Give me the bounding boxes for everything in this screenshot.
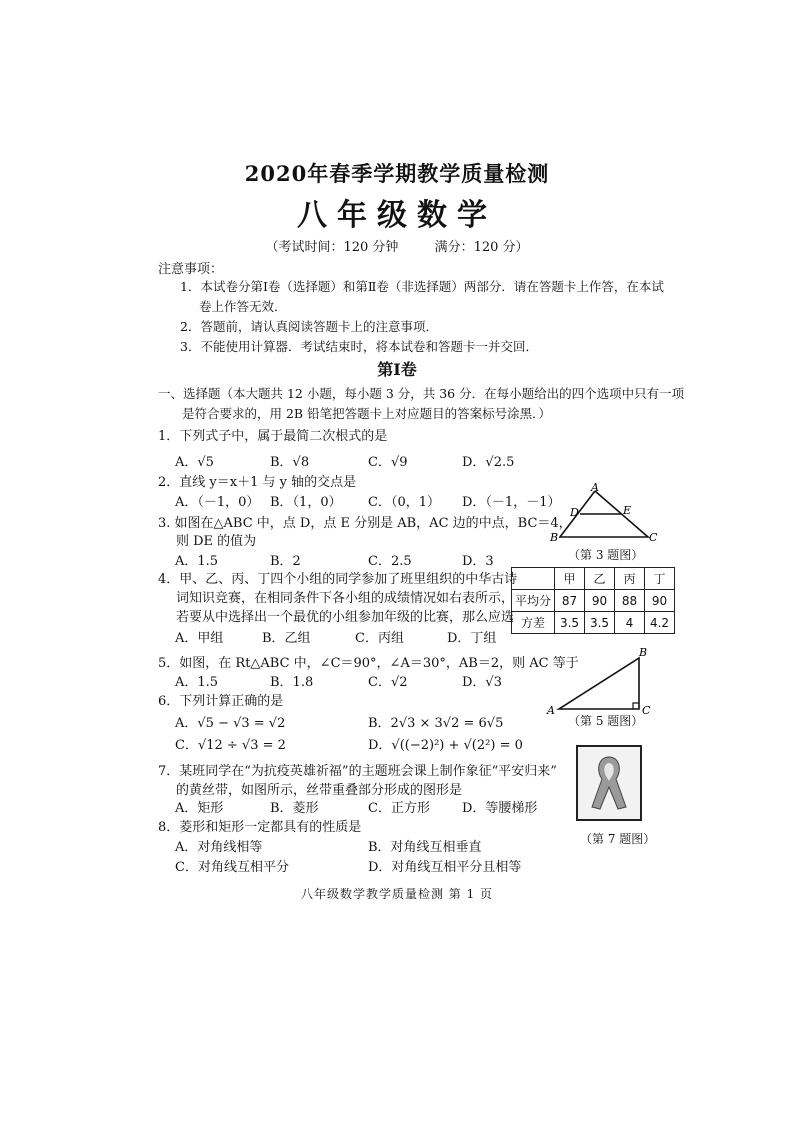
fig3-label-c: C: [649, 531, 658, 544]
table-cell: 4.2: [645, 612, 675, 634]
q3-option-b: B．2: [270, 554, 301, 569]
table-cell: 90: [585, 590, 615, 612]
table-header-cell: [512, 568, 555, 590]
notice-item-2: 2．答题前，请认真阅读答题卡上的注意事项．: [180, 319, 438, 334]
q3-option-c: C．2.5: [368, 554, 412, 569]
q2-stem: 2．直线 y＝x＋1 与 y 轴的交点是: [158, 475, 357, 490]
q7-option-a: A．矩形: [175, 801, 224, 816]
table-row: [512, 612, 675, 634]
q6-stem: 6．下列计算正确的是: [158, 694, 284, 709]
table-cell: 3.5: [585, 612, 615, 634]
exam-time: （考试时间：120 分钟: [265, 240, 399, 255]
q8-stem: 8．菱形和矩形一定都具有的性质是: [158, 820, 362, 835]
q5-option-b: B．1.8: [270, 675, 314, 690]
q1-option-c: C．√9: [368, 455, 408, 470]
section-title: 第Ⅰ卷: [377, 360, 417, 379]
table-cell: 90: [645, 590, 675, 612]
table-cell: 方差: [512, 612, 555, 634]
part1-instructions-cont: 是符合要求的，用 2B 铅笔把答题卡上对应题目的答案标号涂黑．）: [182, 406, 551, 421]
q1-option-b: B．√8: [270, 455, 310, 470]
figure-3-caption: （第 3 题图）: [568, 548, 644, 562]
fig3-label-d: D: [570, 506, 579, 519]
table-row: [512, 590, 675, 612]
notice-heading: 注意事项：: [158, 262, 224, 277]
subject-title: 八年级数学: [297, 198, 497, 233]
table-cell: 3.5: [555, 612, 585, 634]
q4-stem-cont-2: 若要从中选择出一个最优的小组参加年级的比赛，那么应选: [176, 610, 515, 625]
q5-option-c: C．√2: [368, 675, 408, 690]
q6-option-b: B．2√3 × 3√2 = 6√5: [368, 716, 504, 731]
q5-option-d: D．√3: [462, 675, 502, 690]
fig3-label-b: B: [550, 531, 559, 544]
exam-score: 满分：120 分）: [434, 240, 529, 255]
q4-option-b: B．乙组: [262, 631, 311, 646]
table-header-cell: 丙: [615, 568, 645, 590]
table-cell: 87: [555, 590, 585, 612]
q8-option-d: D．对角线互相平分且相等: [368, 860, 522, 875]
q2-option-d: D．（－1，－1）: [462, 495, 561, 510]
fig5-label-b: B: [639, 646, 648, 659]
q3-option-a: A．1.5: [175, 554, 219, 569]
q3-stem-cont: 则 DE 的值为: [176, 534, 257, 549]
part1-instructions: 一、选择题（本大题共 12 小题，每小题 3 分，共 36 分．在每小题给出的四个选项中只有一项: [158, 386, 685, 401]
q4-option-d: D．丁组: [447, 631, 497, 646]
ribbon-icon: [578, 747, 640, 819]
q7-stem-cont: 的黄丝带，如图所示，丝带重叠部分形成的图形是: [176, 783, 463, 798]
figure-5-caption: （第 5 题图）: [568, 714, 644, 728]
q1-option-a: A．√5: [175, 455, 214, 470]
q6-option-c: C．√12 ÷ √3 = 2: [175, 738, 286, 753]
table-header-cell: 甲: [555, 568, 585, 590]
q7-option-d: D．等腰梯形: [462, 801, 538, 816]
q7-stem: 7．某班同学在“为抗疫英雄祈福”的主题班会课上制作象征“平安归来”: [158, 764, 557, 779]
notice-item-1-cont: 卷上作答无效．: [199, 299, 287, 314]
figure-5-right-triangle: [543, 644, 661, 716]
table-cell: 4: [615, 612, 645, 634]
q4-option-c: C．丙组: [355, 631, 404, 646]
page-footer: 八年级数学教学质量检测 第 1 页: [300, 887, 494, 901]
table-cell: 88: [615, 590, 645, 612]
q7-option-b: B．菱形: [270, 801, 319, 816]
table-header-cell: 乙: [585, 568, 615, 590]
q1-stem: 1．下列式子中，属于最简二次根式的是: [158, 429, 388, 444]
q8-option-a: A．对角线相等: [175, 840, 263, 855]
table-header-row: [512, 568, 675, 590]
q2-option-a: A．（－1，0）: [175, 495, 260, 510]
exam-info: [0, 236, 794, 255]
q4-stem-cont-1: 词知识竞赛，在相同条件下各小组的成绩情况如右表所示，: [176, 591, 515, 606]
fig5-label-a: A: [547, 704, 555, 716]
q4-stem: 4．甲、乙、丙、丁四个小组的同学参加了班里组织的中华古诗: [158, 572, 518, 587]
figure-3-triangle: [548, 483, 660, 545]
q5-option-a: A．1.5: [175, 675, 219, 690]
notice-item-1: 1．本试卷分第Ⅰ卷（选择题）和第Ⅱ卷（非选择题）两部分．请在答题卡上作答，在本试: [180, 279, 664, 294]
q8-option-b: B．对角线互相垂直: [368, 840, 482, 855]
q7-option-c: C．正方形: [368, 801, 430, 816]
q3-option-d: D．3: [462, 554, 494, 569]
q6-option-d: D．√((−2)²) + √(2²) = 0: [368, 738, 523, 753]
q4-option-a: A．甲组: [175, 631, 224, 646]
q5-stem: 5．如图，在 Rt△ABC 中，∠C＝90°，∠A＝30°，AB＝2，则 AC 等于: [158, 656, 579, 671]
q1-option-d: D．√2.5: [462, 455, 515, 470]
fig3-label-a: A: [591, 483, 599, 494]
figure-7-caption: （第 7 题图）: [580, 832, 656, 846]
notice-item-3: 3．不能使用计算器．考试结束时，将本试卷和答题卡一并交回．: [180, 339, 538, 354]
q2-option-c: C．（0，1）: [368, 495, 440, 510]
q6-option-a: A．√5 − √3 = √2: [175, 716, 286, 731]
q2-option-b: B．（1，0）: [270, 495, 342, 510]
q8-option-c: C．对角线互相平分: [175, 860, 289, 875]
score-table: [511, 567, 675, 634]
table-cell: 平均分: [512, 590, 555, 612]
figure-7-ribbon-image: [576, 745, 642, 821]
q3-stem: 3. 如图在△ABC 中，点 D，点 E 分别是 AB，AC 边的中点，BC＝4，: [158, 516, 572, 531]
fig5-label-c: C: [642, 704, 651, 716]
table-header-cell: 丁: [645, 568, 675, 590]
exam-title: 2020年春季学期教学质量检测: [244, 161, 550, 186]
fig3-label-e: E: [623, 504, 632, 517]
